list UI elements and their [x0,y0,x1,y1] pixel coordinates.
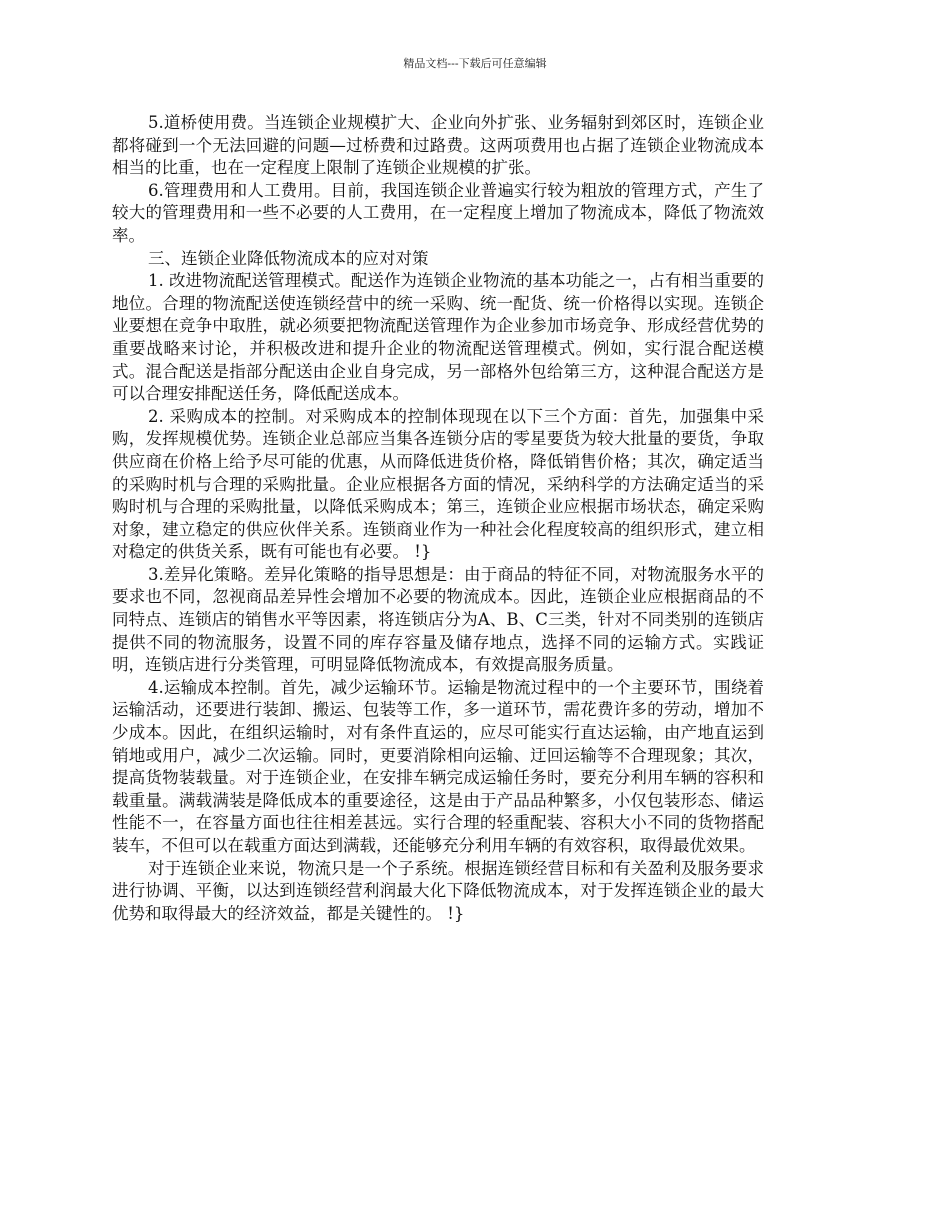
paragraph-management-labor-costs: 6.管理费用和人工费用。目前，我国连锁企业普遍实行较为粗放的管理方式，产生了较大的管理费用和一些不必要的人工费用，在一定程度上增加了物流成本，降低了物流效率。 [112,180,764,245]
paragraph-differentiation-strategy: 3.差异化策略。差异化策略的指导思想是：由于商品的特征不同，对物流服务水平的要求也不同，忽视商品差异性会增加不必要的物流成本。因此，连锁企业应根据商品的不同特点、连锁店的销售水平等因素，将连锁店分为A、B、C三类，针对不同类别的连锁店提供不同的物流服务，设置不同的库存容量及储存地点，选择不同的运输方式。实践证明，连锁店进行分类管理，可明显降低物流成本，有效提高服务质量。 [112,564,764,675]
paragraph-road-bridge-fees: 5.道桥使用费。当连锁企业规模扩大、企业向外扩张、业务辐射到郊区时，连锁企业都将碰到一个无法回避的问题—过桥费和过路费。这两项费用也占据了连锁企业物流成本相当的比重，也在一定程度上限制了连锁企业规模的扩张。 [112,113,764,178]
page-header: 精品文档---下载后可任意编辑 [403,57,547,70]
paragraph-procurement-cost: 2. 采购成本的控制。对采购成本的控制体现现在以下三个方面：首先，加强集中采购，发挥规模优势。连锁企业总部应当集各连锁分店的零星要货为较大批量的要货，争取供应商在价格上给予尽可能的优惠，从而降低进货价格，降低销售价格；其次，确定适当的采购时机与合理的采购批量。企业应根据各方面的情况，采纳科学的方法确定适当的采购时机与合理的采购批量，以降低采购成本；第三，连锁企业应根据市场状态，确定采购对象，建立稳定的供应伙伴关系。连锁商业作为一种社会化程度较高的组织形式，建立相对稳定的供货关系，既有可能也有必要。 !} [112,406,764,562]
document-body [112,112,764,925]
paragraph-distribution-mode: 1. 改进物流配送管理模式。配送作为连锁企业物流的基本功能之一，占有相当重要的地位。合理的物流配送使连锁经营中的统一采购、统一配货、统一价格得以实现。连锁企业要想在竞争中取胜，就必须要把物流配送管理作为企业参加市场竞争、形成经营优势的重要战略来讨论，并积极改进和提升企业的物流配送管理模式。例如，实行混合配送模式。混合配送是指部分配送由企业自身完成，另一部格外包给第三方，这种混合配送方是可以合理安排配送任务，降低配送成本。 [112,271,764,404]
section-heading-countermeasures: 三、连锁企业降低物流成本的应对对策 [148,248,429,268]
paragraph-transport-cost: 4.运输成本控制。首先，减少运输环节。运输是物流过程中的一个主要环节，围绕着运输活动，还要进行装卸、搬运、包装等工作，多一道环节，需花费许多的劳动，增加不少成本。因此，在组织运输时，对有条件直运的，应尽可能实行直达运输，由产地直运到销地或用户，减少二次运输。同时，更要消除相向运输、迂回运输等不合理现象；其次，提高货物装载量。对于连锁企业，在安排车辆完成运输任务时，要充分利用车辆的容积和载重量。满载满装是降低成本的重要途径，这是由于产品品种繁多，小仅包装形态、储运性能不一，在容量方面也往往相差甚远。实行合理的轻重配装、容积大小不同的货物搭配装车，不但可以在载重方面达到满载，还能够充分利用车辆的有效容积，取得最优效果。 [112,677,764,855]
paragraph-conclusion: 对于连锁企业来说，物流只是一个子系统。根据连锁经营目标和有关盈利及服务要求进行协调、平衡，以达到连锁经营利润最大化下降低物流成本，对于发挥连锁企业的最大优势和取得最大的经济效益，都是关键性的。 !} [112,858,764,923]
